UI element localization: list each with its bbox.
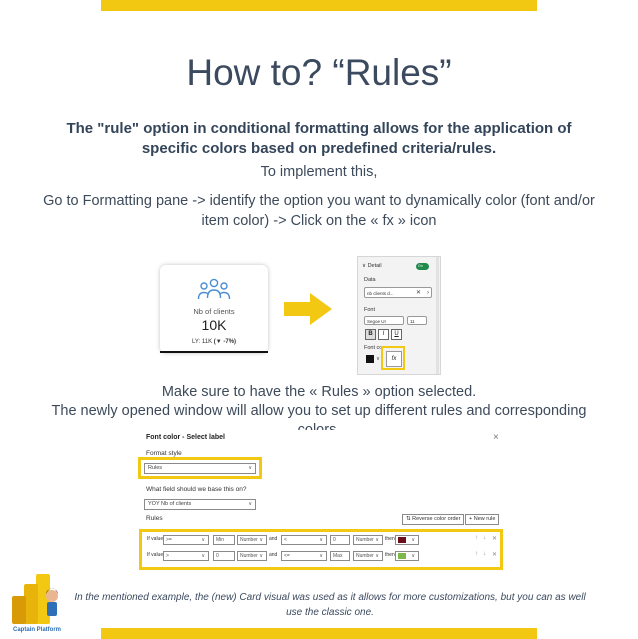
move-down-icon[interactable]: ↓ <box>483 551 486 557</box>
rule-row <box>143 550 503 562</box>
card-ly <box>160 339 268 345</box>
rule-type-1[interactable] <box>237 535 267 545</box>
delete-rule-icon[interactable]: ✕ <box>492 552 498 558</box>
rule-color-swatch <box>398 537 406 543</box>
rule-value-1[interactable]: 0 <box>213 551 235 561</box>
rule-operator-1[interactable] <box>163 535 209 545</box>
select-text-line2: The newly opened window will allow you to set up different rules and corresponding <box>51 403 587 419</box>
format-style-select[interactable] <box>144 463 256 474</box>
field-select-value: YOY Nb of clients <box>148 501 192 507</box>
rule-type-2-value: Number <box>356 537 374 543</box>
rule-value-1[interactable]: Min <box>213 535 235 545</box>
rule-then-label: then <box>385 536 395 542</box>
rule-type-1-value: Number <box>240 553 258 559</box>
move-up-icon[interactable]: ↑ <box>475 535 478 541</box>
chevron-right-icon[interactable]: › <box>427 290 429 296</box>
rule-value-2[interactable]: 0 <box>330 535 350 545</box>
chevron-down-icon: ∨ <box>259 553 263 559</box>
rule-type-1[interactable] <box>237 551 267 561</box>
implement-text: To implement this, <box>260 164 378 180</box>
top-accent-bar <box>101 0 537 11</box>
bottom-accent-bar <box>101 628 537 639</box>
footnote: In the mentioned example, the (new) Card visual was used as it allows for more customizations, but you can as well use the classic one. <box>74 592 586 618</box>
font-size-input[interactable]: 11 <box>407 316 427 325</box>
captain-platform-logo <box>6 570 68 634</box>
bold-button[interactable]: B <box>365 329 376 340</box>
chevron-down-icon: ∨ <box>375 553 379 559</box>
move-down-icon[interactable]: ↓ <box>483 535 486 541</box>
move-up-icon[interactable]: ↑ <box>475 551 478 557</box>
chevron-down-icon: ∨ <box>201 537 205 543</box>
pane-scrollbar[interactable] <box>436 257 439 374</box>
rule-operator-2[interactable] <box>281 551 327 561</box>
card-ly-prefix: LY: 11K <box>191 339 213 345</box>
field-select[interactable] <box>144 499 256 510</box>
section-label: Detail <box>367 263 382 269</box>
format-style-value: Rules <box>148 465 163 471</box>
page-title: How to? “Rules” <box>186 52 452 93</box>
steps-text: Go to Formatting pane -> identify the option you want to dynamically color (font and/or item color) -> Click on the « fx » icon <box>43 193 595 229</box>
remove-icon[interactable]: ✕ <box>415 290 421 296</box>
new-rule-button[interactable]: + New rule <box>465 514 499 525</box>
data-field[interactable] <box>364 287 432 298</box>
close-icon[interactable]: × <box>493 432 499 443</box>
rule-if-label: If value <box>147 552 164 558</box>
chevron-down-icon: ∨ <box>411 537 415 543</box>
rule-row <box>143 534 503 546</box>
data-field-value: nb clients d... <box>367 291 394 296</box>
select-text-line1: Make sure to have the « Rules » option selected. <box>161 384 477 400</box>
font-color-label: Font co <box>364 345 383 351</box>
right-arrow-icon <box>284 293 332 325</box>
chevron-down-icon: ∨ <box>248 465 252 471</box>
rule-operator-2-value: <= <box>284 553 290 559</box>
rule-operator-2-value: < <box>284 537 287 543</box>
people-icon <box>197 278 231 300</box>
delete-rule-icon[interactable]: ✕ <box>492 536 498 542</box>
rule-color-picker[interactable] <box>395 535 419 545</box>
rule-operator-2[interactable] <box>281 535 327 545</box>
card-underline <box>160 351 268 353</box>
italic-button[interactable]: I <box>378 329 389 340</box>
chevron-down-icon: ∨ <box>375 537 379 543</box>
card-ly-delta: (▼ -7%) <box>213 339 237 345</box>
rule-type-2[interactable] <box>353 551 383 561</box>
fx-highlight <box>381 346 405 370</box>
intro-text: The "rule" option in conditional formatting allows for the application of specific colors based on predefined criteria/rules. <box>66 120 572 157</box>
format-style-label: Format style <box>146 450 182 457</box>
field-question: What field should we base this on? <box>146 486 247 493</box>
chevron-down-icon: ∨ <box>362 263 367 269</box>
rule-operator-1-value: > <box>166 553 169 559</box>
rule-color-picker[interactable] <box>395 551 419 561</box>
card-label: Nb of clients <box>193 307 235 316</box>
rule-if-label: If value <box>147 536 164 542</box>
reverse-color-order-button[interactable]: ⇅ Reverse color order <box>402 514 464 525</box>
chevron-down-icon: ∨ <box>319 553 323 559</box>
logo-caption: Captain Platform <box>12 627 62 633</box>
rule-type-1-value: Number <box>240 537 258 543</box>
formatting-pane <box>357 256 441 375</box>
rule-type-2[interactable] <box>353 535 383 545</box>
rule-then-label: then <box>385 552 395 558</box>
swatch-chevron-icon[interactable]: ∨ <box>376 356 381 362</box>
chevron-down-icon: ∨ <box>248 501 252 507</box>
chevron-down-icon: ∨ <box>201 553 205 559</box>
dialog-title: Font color - Select label <box>146 434 225 441</box>
section-header[interactable] <box>362 263 382 269</box>
data-label: Data <box>364 277 376 283</box>
font-label: Font <box>364 307 376 313</box>
chevron-down-icon: ∨ <box>319 537 323 543</box>
rule-type-2-value: Number <box>356 553 374 559</box>
underline-button[interactable]: U <box>391 329 402 340</box>
rule-value-2[interactable]: Max <box>330 551 350 561</box>
card-value: 10K <box>201 317 227 333</box>
font-color-swatch[interactable] <box>366 355 374 363</box>
chevron-down-icon: ∨ <box>259 537 263 543</box>
font-color-dialog <box>143 430 503 572</box>
rule-color-swatch <box>398 553 406 559</box>
rule-and-label: and <box>269 536 278 542</box>
rule-and-label: and <box>269 552 278 558</box>
font-family-select[interactable]: Segoe UI <box>364 316 404 325</box>
fx-button[interactable]: fx <box>386 351 402 367</box>
card-visual <box>160 265 268 353</box>
chevron-down-icon: ∨ <box>411 553 415 559</box>
rules-label: Rules <box>146 515 163 522</box>
rule-operator-1[interactable] <box>163 551 209 561</box>
rule-operator-1-value: >= <box>166 537 172 543</box>
detail-toggle[interactable]: On <box>416 263 429 270</box>
